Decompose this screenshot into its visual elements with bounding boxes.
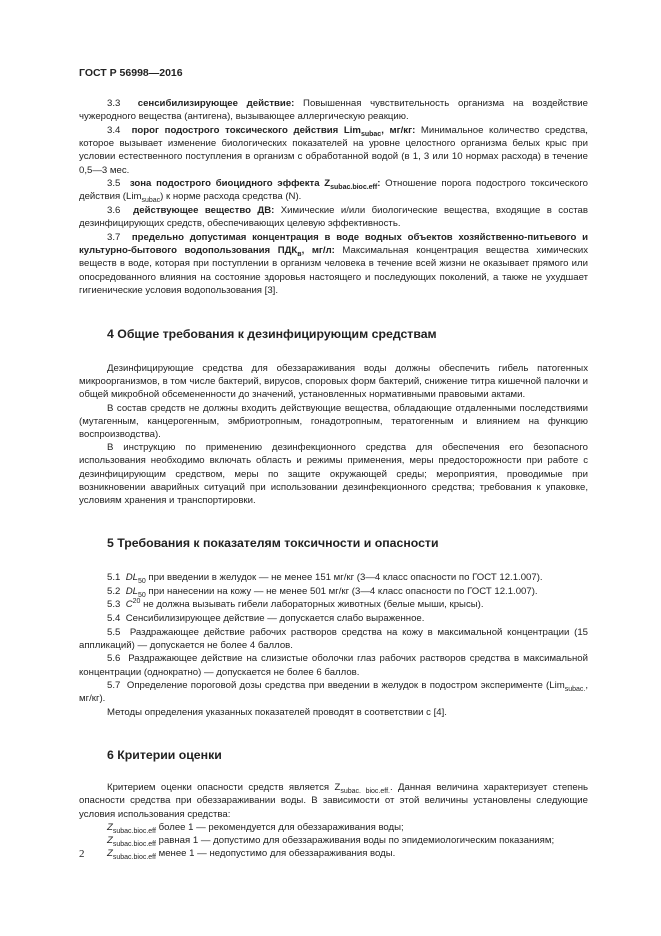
document-header: ГОСТ Р 56998—2016 [79, 67, 183, 79]
section-6 [79, 747, 588, 860]
section-6-heading: 6 Критерии оценки [107, 748, 222, 763]
definition-3-4: 3.4 порог подострого токсического действия Lim$_{subac}$, мг/кг: Минимальное количество средства, которое вызывает изменение биологических показателей на уровне целостного организма белых крыс при условии естественного поступления в организм с обработанной водой (в 1, 3 или 10 нормах расхода) в течение 0,5—3 мес. [79, 124, 588, 176]
document-body [79, 97, 588, 860]
definition-3-6: 3.6 действующее вещество ДВ: Химические и/или биологические вещества, входящие в состав дезинфицирующих средств, обеспечивающих целевую эффективность. [79, 205, 588, 230]
criterion-item: $Z_{subac.bioc.eff}$ более 1 — рекомендуется для обеззараживания воды; [107, 821, 404, 835]
definitions-list [79, 97, 588, 297]
requirement-5-4: 5.4 Сенсибилизирующее действие — допускается слабо выраженное. [107, 613, 425, 625]
requirement-5-2: 5.2 $DL_{50}$ при нанесении на кожу — не менее 501 мг/кг (3—4 класс опасности по ГОСТ 12.1.007). [107, 585, 538, 599]
section-4-paragraph: В инструкцию по применению дезинфекционного средства для обеспечения его безопасного использования необходимо включать область и режимы применения, меры предосторожности при работе с дезинфицирующим средством, меры по защите окружающей среды; мероприятия, проводимые при возникновении аварийных ситуаций при использовании дезинфекционного средства; требования к упаковке, условиям хранения и транспортировки. [79, 442, 588, 507]
definition-3-3: 3.3 сенсибилизирующее действие: Повышенная чувствительность организма на воздействие чужеродного вещества (антигена), вызывающее аллергическую реакцию. [79, 98, 588, 123]
requirement-5-3: 5.3 $C^{20}$ не должна вызывать гибели лабораторных животных (белые мыши, крысы). [107, 598, 484, 611]
page-number: 2 [79, 848, 85, 860]
criterion-item: $Z_{subac.bioc.eff}$ менее 1 — недопустимо для обеззараживания воды. [107, 848, 396, 862]
section-5-closing: Методы определения указанных показателей проводят в соответствии с [4]. [107, 707, 447, 719]
definition-3-5: 3.5 зона подострого биоцидного эффекта $Z_{subac.bioc.eff}$: Отношение порога подострого токсического действия (Lim$_{subac}$) к норме расхода средства (N). [79, 178, 588, 205]
criterion-item: $Z_{subac.bioc.eff}$ равная 1 — допустимо для обеззараживания воды по эпидемиологическим показаниям; [107, 835, 555, 848]
section-4-heading: 4 Общие требования к дезинфицирующим средствам [107, 327, 437, 342]
section-4-paragraph: Дезинфицирующие средства для обеззараживания воды должны обеспечить гибель патогенных микроорганизмов, в том числе бактерий, вирусов, споровых форм бактерий, снижение титра кишечной палочки и общей микробной обсемененности до значений, установленных нормативными правовыми актами. [79, 363, 588, 401]
section-4 [79, 326, 588, 507]
requirement-5-5: 5.5 Раздражающее действие рабочих растворов средства на кожу в максимальной концентрации (15 аппликаций) — допускается не более 4 баллов. [79, 626, 588, 651]
requirement-5-6: 5.6 Раздражающее действие на слизистые оболочки глаз рабочих растворов средства в максимальной концентрации (однократно) — допускается не более 6 баллов. [79, 653, 588, 678]
section-5 [79, 535, 588, 719]
requirement-5-1: 5.1 $DL_{50}$ при введении в желудок — не менее 151 мг/кг (3—4 класс опасности по ГОСТ 12.1.007). [107, 572, 543, 586]
section-6-intro: Критерием оценки опасности средств является $Z_{subac. bioc.eff.}$. Данная величина характеризует степень опасности средства при обеззараживании воды. В зависимости от этой величины установлены следующие условия использования средства: [79, 782, 588, 820]
section-5-heading: 5 Требования к показателям токсичности и опасности [107, 536, 439, 551]
section-4-paragraph: В состав средств не должны входить действующие вещества, обладающие отдаленными последствиями (мутагенным, канцерогенным, эмбриотропным, гонадотропным, тератогенным и влиянием на функцию воспроизводства). [79, 402, 588, 441]
requirement-5-7: 5.7 Определение пороговой дозы средства при введении в желудок в подостром эксперименте (Lim$_{subac.}$, мг/кг). [79, 680, 588, 705]
definition-3-7: 3.7 предельно допустимая концентрация в воде водных объектов хозяйственно-питьевого и культурно-бытового водопользования $ПДК_в$, мг/л: Максимальная концентрация вещества химических веществ в воде, которая при поступлении в организм человека в течение всей жизни не оказывает прямого или опосредованного влияния на состояние здоровья настоящего и последующих поколений, а также не ухудшает гигиенические условия водопользования [3]. [79, 232, 588, 296]
